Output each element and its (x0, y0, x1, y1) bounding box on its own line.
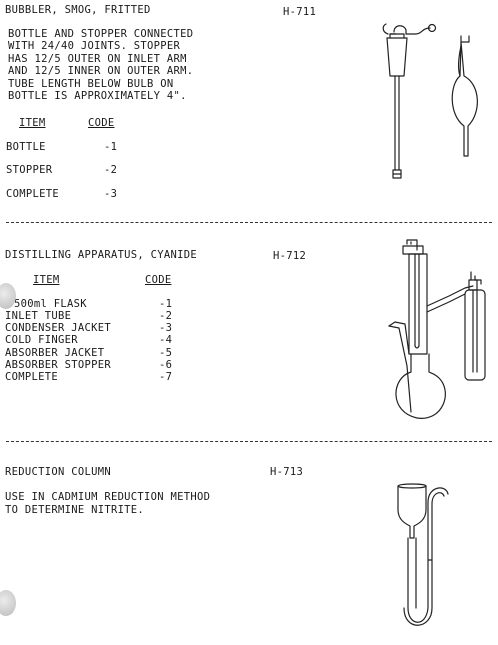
reduction-column-illustration (388, 480, 496, 640)
item-code: -7 (159, 371, 173, 383)
item-name: BOTTLE (6, 141, 46, 153)
item-column-header: ITEM (33, 274, 60, 286)
item-name: CONDENSER JACKET (5, 322, 111, 334)
section-3-code: H-713 (270, 466, 304, 478)
section-2-title: DISTILLING APPARATUS, CYANIDE (5, 249, 198, 261)
item-name: COMPLETE (5, 371, 58, 383)
description-line: WITH 24/40 JOINTS. STOPPER (8, 40, 181, 52)
section-2-code: H-712 (273, 250, 307, 262)
item-code: -2 (104, 164, 118, 176)
item-name: INLET TUBE (5, 310, 72, 322)
description-line: HAS 12/5 OUTER ON INLET ARM (8, 53, 187, 65)
description-line: USE IN CADMIUM REDUCTION METHOD (5, 491, 211, 503)
item-code: -6 (159, 359, 173, 371)
item-name: ABSORBER STOPPER (5, 359, 111, 371)
description-line: BOTTLE IS APPROXIMATELY 4". (8, 90, 187, 102)
item-code: -1 (159, 298, 173, 310)
section-3-title: REDUCTION COLUMN (5, 466, 111, 478)
item-name: COMPLETE (6, 188, 59, 200)
item-code: -5 (159, 347, 173, 359)
description-line: TUBE LENGTH BELOW BULB ON (8, 78, 174, 90)
bubbler-illustration (360, 20, 480, 190)
section-1-code: H-711 (283, 6, 317, 18)
item-column-header: ITEM (19, 117, 46, 129)
description-line: AND 12/5 INNER ON OUTER ARM. (8, 65, 194, 77)
item-code: -4 (159, 334, 173, 346)
description-line: TO DETERMINE NITRITE. (5, 504, 145, 516)
item-name: 500ml FLASK (14, 298, 87, 310)
item-name: COLD FINGER (5, 334, 78, 346)
section-divider (6, 441, 492, 442)
item-code: -3 (159, 322, 173, 334)
code-column-header: CODE (88, 117, 115, 129)
item-name: STOPPER (6, 164, 53, 176)
item-code: -2 (159, 310, 173, 322)
section-1-title: BUBBLER, SMOG, FRITTED (5, 4, 151, 16)
punch-hole (0, 590, 16, 616)
distilling-apparatus-illustration (385, 236, 497, 426)
description-line: BOTTLE AND STOPPER CONNECTED (8, 28, 194, 40)
item-code: -3 (104, 188, 118, 200)
code-column-header: CODE (145, 274, 172, 286)
section-divider (6, 222, 492, 223)
item-name: ABSORBER JACKET (5, 347, 105, 359)
item-code: -1 (104, 141, 118, 153)
